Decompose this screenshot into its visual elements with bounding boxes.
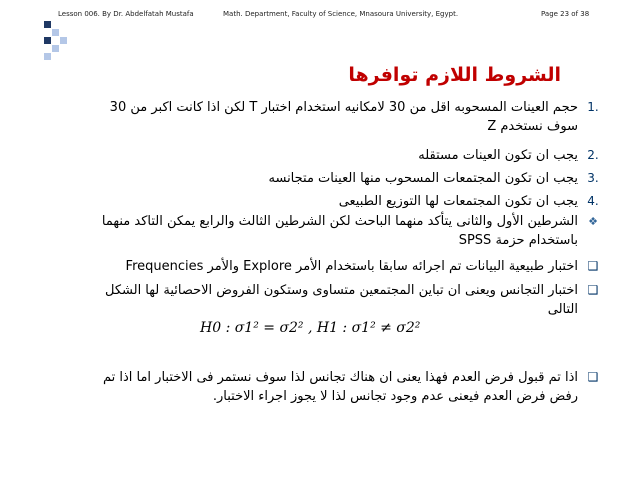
list-item-text: رفض فرض العدم فيعنى عدم وجود تجانس لذا لا يجوز اجراء الاختبار.: [212, 389, 578, 404]
list-item: [40, 169, 599, 188]
list-marker: 4.: [587, 194, 599, 208]
list-item-text: اختبار التجانس ويعنى ان تباين المجتمعين متساوى وستكون الفروض الاحصائية لها الشكل: [104, 283, 578, 298]
list-item: [40, 212, 598, 250]
header-right: Page 23 of 38: [541, 10, 590, 18]
square-bullet-icon: ❑: [587, 370, 599, 384]
list-item-text: يجب ان تكون العينات مستقله: [418, 148, 578, 163]
list-item: [40, 257, 599, 276]
list-item-text: يجب ان تكون المجتمعات المسحوب منها العينات متجانسه: [268, 171, 578, 186]
diamond-bullet-icon: ❖: [588, 215, 598, 228]
square-bullet-icon: ❑: [587, 259, 599, 273]
list-marker: 3.: [587, 171, 599, 185]
list-item-text: يجب ان تكون المجتمعات لها التوزيع الطبيعى: [338, 194, 578, 209]
list-item-text: باستخدام حزمة SPSS: [458, 233, 578, 248]
list-item-text: سوف نستخدم Z: [487, 119, 578, 134]
list-item: [40, 368, 599, 406]
header-left: Lesson 006. By Dr. Abdelfatah Mustafa: [58, 10, 194, 18]
list-item-text: حجم العينات المسحوبه اقل من 30 لامكانيه استخدام اختبار T لكن اذا كانت اكبر من 30: [109, 100, 578, 115]
decorative-squares: [44, 21, 68, 61]
list-item-text: الشرطين الأول والثانى يتأكد منهما الباحث لكن الشرطين الثالث والرابع يمكن التاكد منهما: [101, 214, 578, 229]
list-item-text: اختبار طبيعية البيانات تم اجرائه سابقا باستخدام الأمر Explore والأمر Frequencies: [125, 259, 578, 274]
list-marker: 1.: [587, 100, 599, 114]
hypotheses-equation: H0 : σ1² = σ2² , H1 : σ1² ≠ σ2²: [200, 320, 421, 336]
list-item: [40, 192, 599, 211]
list-item-text: اذا تم قبول فرض العدم فهذا يعنى ان هناك تجانس لذا سوف نستمر فى الاختبار اما اذا تم: [102, 370, 578, 385]
list-marker: 2.: [587, 148, 599, 162]
list-item-text: التالى: [547, 302, 578, 317]
list-item: [40, 281, 599, 319]
square-bullet-icon: ❑: [587, 283, 599, 297]
list-item: [40, 146, 599, 165]
list-item: [40, 98, 599, 136]
header-center: Math. Department, Faculty of Science, Mnasoura University, Egypt.: [223, 10, 459, 18]
page-title: الشروط اللازم توافرها: [348, 64, 561, 86]
